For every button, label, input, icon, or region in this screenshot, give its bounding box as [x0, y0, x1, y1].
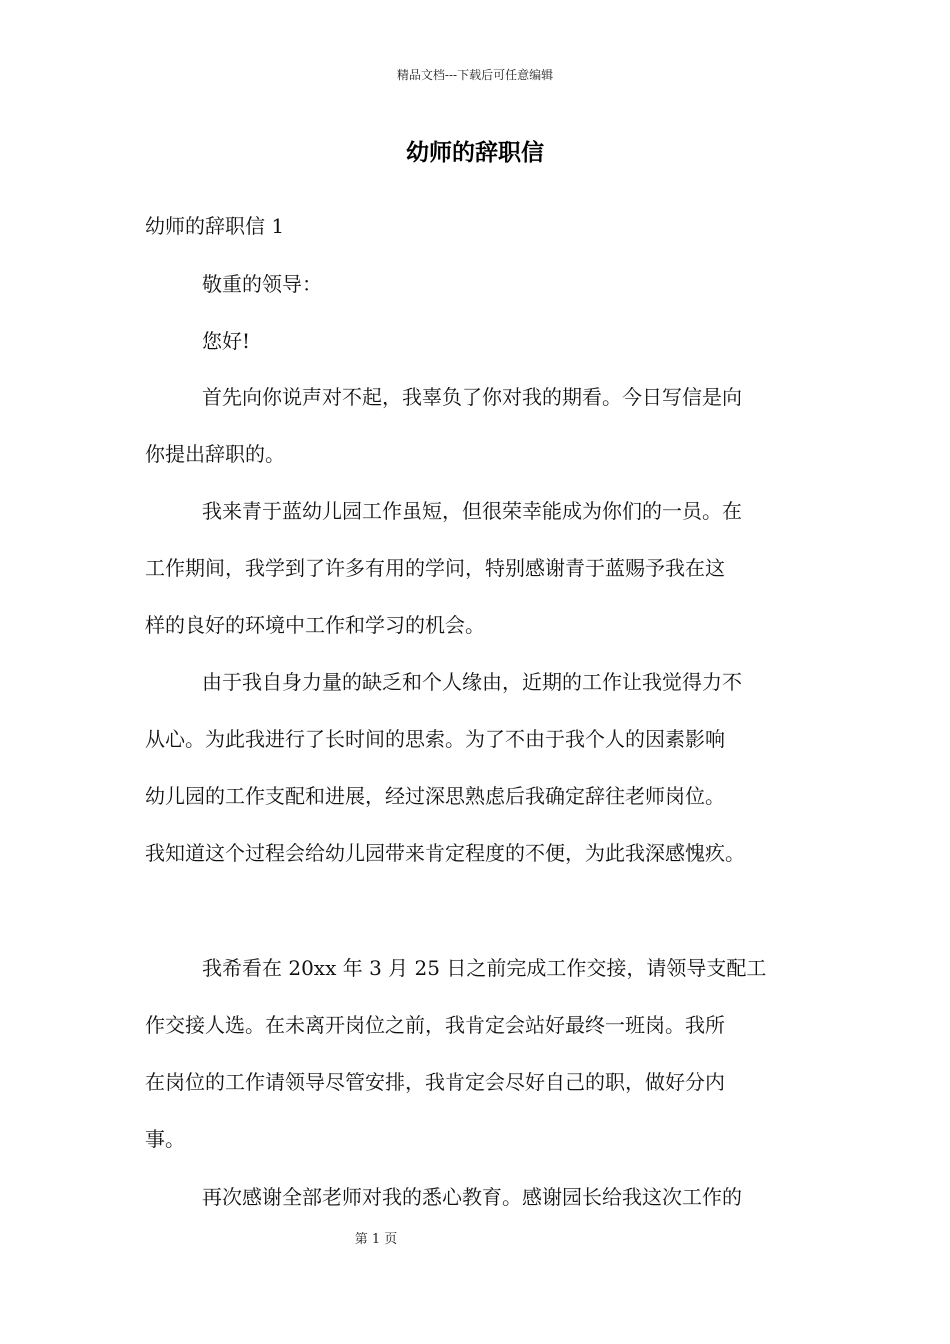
paragraph-line: 我知道这个过程会给幼儿园带来肯定程度的不便，为此我深感愧疚。	[145, 841, 745, 865]
page-number: 第 1 页	[354, 1232, 398, 1247]
paragraph-line: 首先向你说声对不起，我辜负了你对我的期看。今日写信是向	[202, 385, 742, 409]
greeting: 您好!	[202, 329, 251, 353]
letter-subtitle: 幼师的辞职信 1	[145, 214, 285, 238]
salutation: 敬重的领导：	[202, 272, 322, 296]
paragraph-line: 作交接人选。在未离开岗位之前，我肯定会站好最终一班岗。我所	[145, 1013, 725, 1037]
paragraph-line: 你提出辞职的。	[145, 442, 285, 466]
paragraph-line: 样的良好的环境中工作和学习的机会。	[145, 613, 485, 637]
paragraph-line: 我来青于蓝幼儿园工作虽短，但很荣幸能成为你们的一员。在	[202, 499, 742, 523]
paragraph-line: 我希看在 20xx 年 3 月 25 日之前完成工作交接，请领导支配工	[202, 956, 767, 980]
document-title: 幼师的辞职信	[406, 139, 544, 166]
paragraph-line: 由于我自身力量的缺乏和个人缘由，近期的工作让我觉得力不	[202, 670, 742, 694]
paragraph-line: 从心。为此我进行了长时间的思索。为了不由于我个人的因素影响	[145, 727, 725, 751]
paragraph-line: 幼儿园的工作支配和进展，经过深思熟虑后我确定辞往老师岗位。	[145, 784, 725, 808]
paragraph-line: 再次感谢全部老师对我的悉心教育。感谢园长给我这次工作的	[202, 1185, 742, 1209]
page-header: 精品文档---下载后可任意编辑	[396, 68, 554, 82]
paragraph-line: 事。	[145, 1127, 185, 1151]
paragraph-line: 在岗位的工作请领导尽管安排，我肯定会尽好自己的职，做好分内	[145, 1070, 725, 1094]
paragraph-line: 工作期间，我学到了许多有用的学问，特别感谢青于蓝赐予我在这	[145, 556, 725, 580]
